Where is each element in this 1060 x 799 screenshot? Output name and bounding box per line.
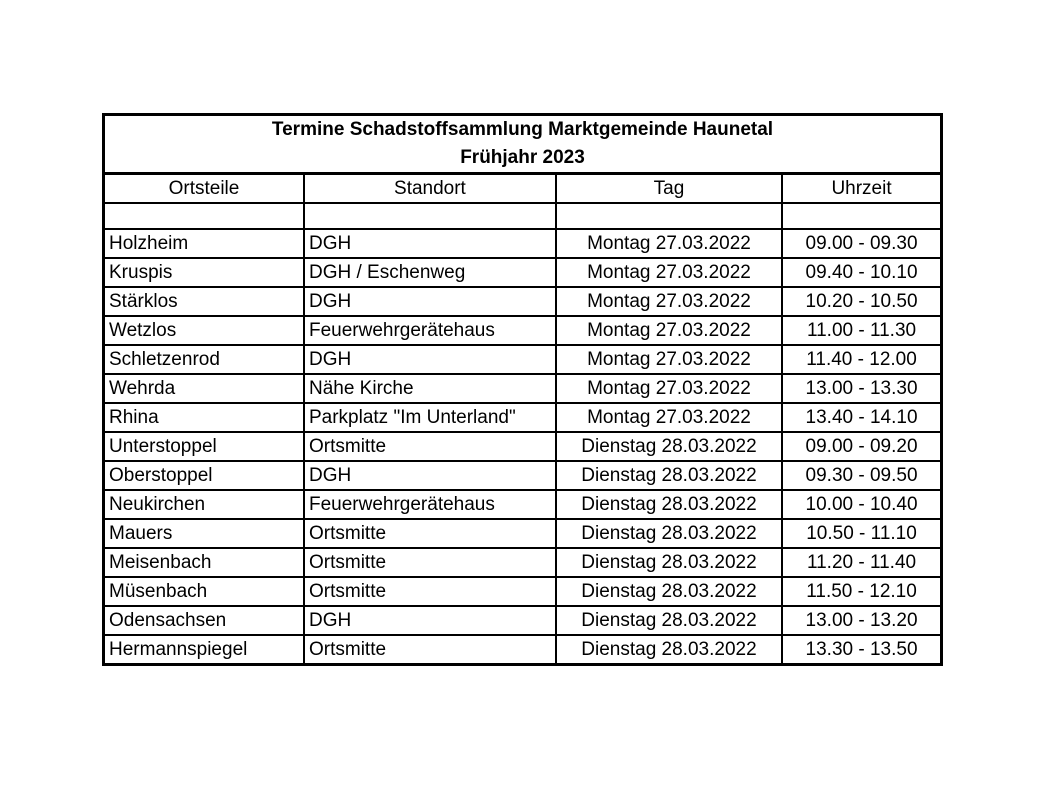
blank-cell [104, 203, 304, 229]
cell-ortsteil: Schletzenrod [104, 345, 304, 374]
cell-ortsteil: Rhina [104, 403, 304, 432]
cell-uhrzeit: 09.00 - 09.30 [782, 229, 941, 258]
cell-standort: Parkplatz "Im Unterland" [304, 403, 556, 432]
cell-ortsteil: Wetzlos [104, 316, 304, 345]
cell-uhrzeit: 11.00 - 11.30 [782, 316, 941, 345]
header-ortsteile: Ortsteile [104, 174, 304, 204]
blank-cell [782, 203, 941, 229]
cell-uhrzeit: 10.50 - 11.10 [782, 519, 941, 548]
cell-tag: Montag 27.03.2022 [556, 345, 782, 374]
cell-uhrzeit: 13.00 - 13.20 [782, 606, 941, 635]
cell-tag: Dienstag 28.03.2022 [556, 635, 782, 665]
cell-standort: Ortsmitte [304, 432, 556, 461]
table-row [104, 345, 942, 374]
cell-tag: Montag 27.03.2022 [556, 316, 782, 345]
cell-tag: Montag 27.03.2022 [556, 229, 782, 258]
cell-ortsteil: Wehrda [104, 374, 304, 403]
cell-tag: Dienstag 28.03.2022 [556, 519, 782, 548]
cell-uhrzeit: 13.40 - 14.10 [782, 403, 941, 432]
cell-ortsteil: Oberstoppel [104, 461, 304, 490]
header-row [104, 174, 942, 204]
cell-ortsteil: Hermannspiegel [104, 635, 304, 665]
table-row [104, 548, 942, 577]
cell-uhrzeit: 11.40 - 12.00 [782, 345, 941, 374]
cell-standort: Ortsmitte [304, 548, 556, 577]
cell-standort: DGH [304, 229, 556, 258]
cell-tag: Montag 27.03.2022 [556, 374, 782, 403]
cell-uhrzeit: 13.00 - 13.30 [782, 374, 941, 403]
title-line-1: Termine Schadstoffsammlung Marktgemeinde Haunetal [271, 119, 774, 140]
cell-uhrzeit: 09.00 - 09.20 [782, 432, 941, 461]
cell-uhrzeit: 10.00 - 10.40 [782, 490, 941, 519]
cell-ortsteil: Kruspis [104, 258, 304, 287]
blank-row [104, 203, 942, 229]
cell-standort: DGH / Eschenweg [304, 258, 556, 287]
cell-ortsteil: Neukirchen [104, 490, 304, 519]
table-row [104, 374, 942, 403]
cell-standort: Nähe Kirche [304, 374, 556, 403]
cell-uhrzeit: 09.30 - 09.50 [782, 461, 941, 490]
header-standort: Standort [304, 174, 556, 204]
cell-tag: Montag 27.03.2022 [556, 287, 782, 316]
cell-uhrzeit: 11.50 - 12.10 [782, 577, 941, 606]
cell-ortsteil: Odensachsen [104, 606, 304, 635]
table-row [104, 635, 942, 665]
cell-standort: Ortsmitte [304, 519, 556, 548]
table-row [104, 606, 942, 635]
cell-tag: Montag 27.03.2022 [556, 258, 782, 287]
cell-standort: DGH [304, 606, 556, 635]
cell-tag: Dienstag 28.03.2022 [556, 461, 782, 490]
cell-ortsteil: Holzheim [104, 229, 304, 258]
cell-uhrzeit: 13.30 - 13.50 [782, 635, 941, 665]
table-row [104, 258, 942, 287]
table-row [104, 577, 942, 606]
blank-cell [304, 203, 556, 229]
cell-uhrzeit: 09.40 - 10.10 [782, 258, 941, 287]
cell-standort: DGH [304, 287, 556, 316]
table-row [104, 287, 942, 316]
cell-tag: Dienstag 28.03.2022 [556, 577, 782, 606]
header-uhrzeit: Uhrzeit [782, 174, 941, 204]
cell-uhrzeit: 10.20 - 10.50 [782, 287, 941, 316]
table-row [104, 461, 942, 490]
table-title [104, 115, 942, 174]
cell-ortsteil: Meisenbach [104, 548, 304, 577]
cell-ortsteil: Stärklos [104, 287, 304, 316]
cell-standort: Ortsmitte [304, 577, 556, 606]
blank-cell [556, 203, 782, 229]
cell-ortsteil: Unterstoppel [104, 432, 304, 461]
cell-ortsteil: Müsenbach [104, 577, 304, 606]
cell-uhrzeit: 11.20 - 11.40 [782, 548, 941, 577]
cell-standort: DGH [304, 461, 556, 490]
title-line-2: Frühjahr 2023 [460, 147, 585, 168]
cell-standort: Feuerwehrgerätehaus [304, 490, 556, 519]
table-row [104, 316, 942, 345]
cell-standort: Feuerwehrgerätehaus [304, 316, 556, 345]
table-row [104, 403, 942, 432]
cell-tag: Dienstag 28.03.2022 [556, 548, 782, 577]
title-row [104, 115, 942, 174]
cell-standort: DGH [304, 345, 556, 374]
header-tag: Tag [556, 174, 782, 204]
cell-standort: Ortsmitte [304, 635, 556, 665]
cell-tag: Dienstag 28.03.2022 [556, 606, 782, 635]
cell-tag: Dienstag 28.03.2022 [556, 432, 782, 461]
cell-tag: Dienstag 28.03.2022 [556, 490, 782, 519]
table-row [104, 519, 942, 548]
table-row [104, 432, 942, 461]
cell-ortsteil: Mauers [104, 519, 304, 548]
schedule-table [102, 113, 943, 666]
table-row [104, 490, 942, 519]
cell-tag: Montag 27.03.2022 [556, 403, 782, 432]
table-row [104, 229, 942, 258]
